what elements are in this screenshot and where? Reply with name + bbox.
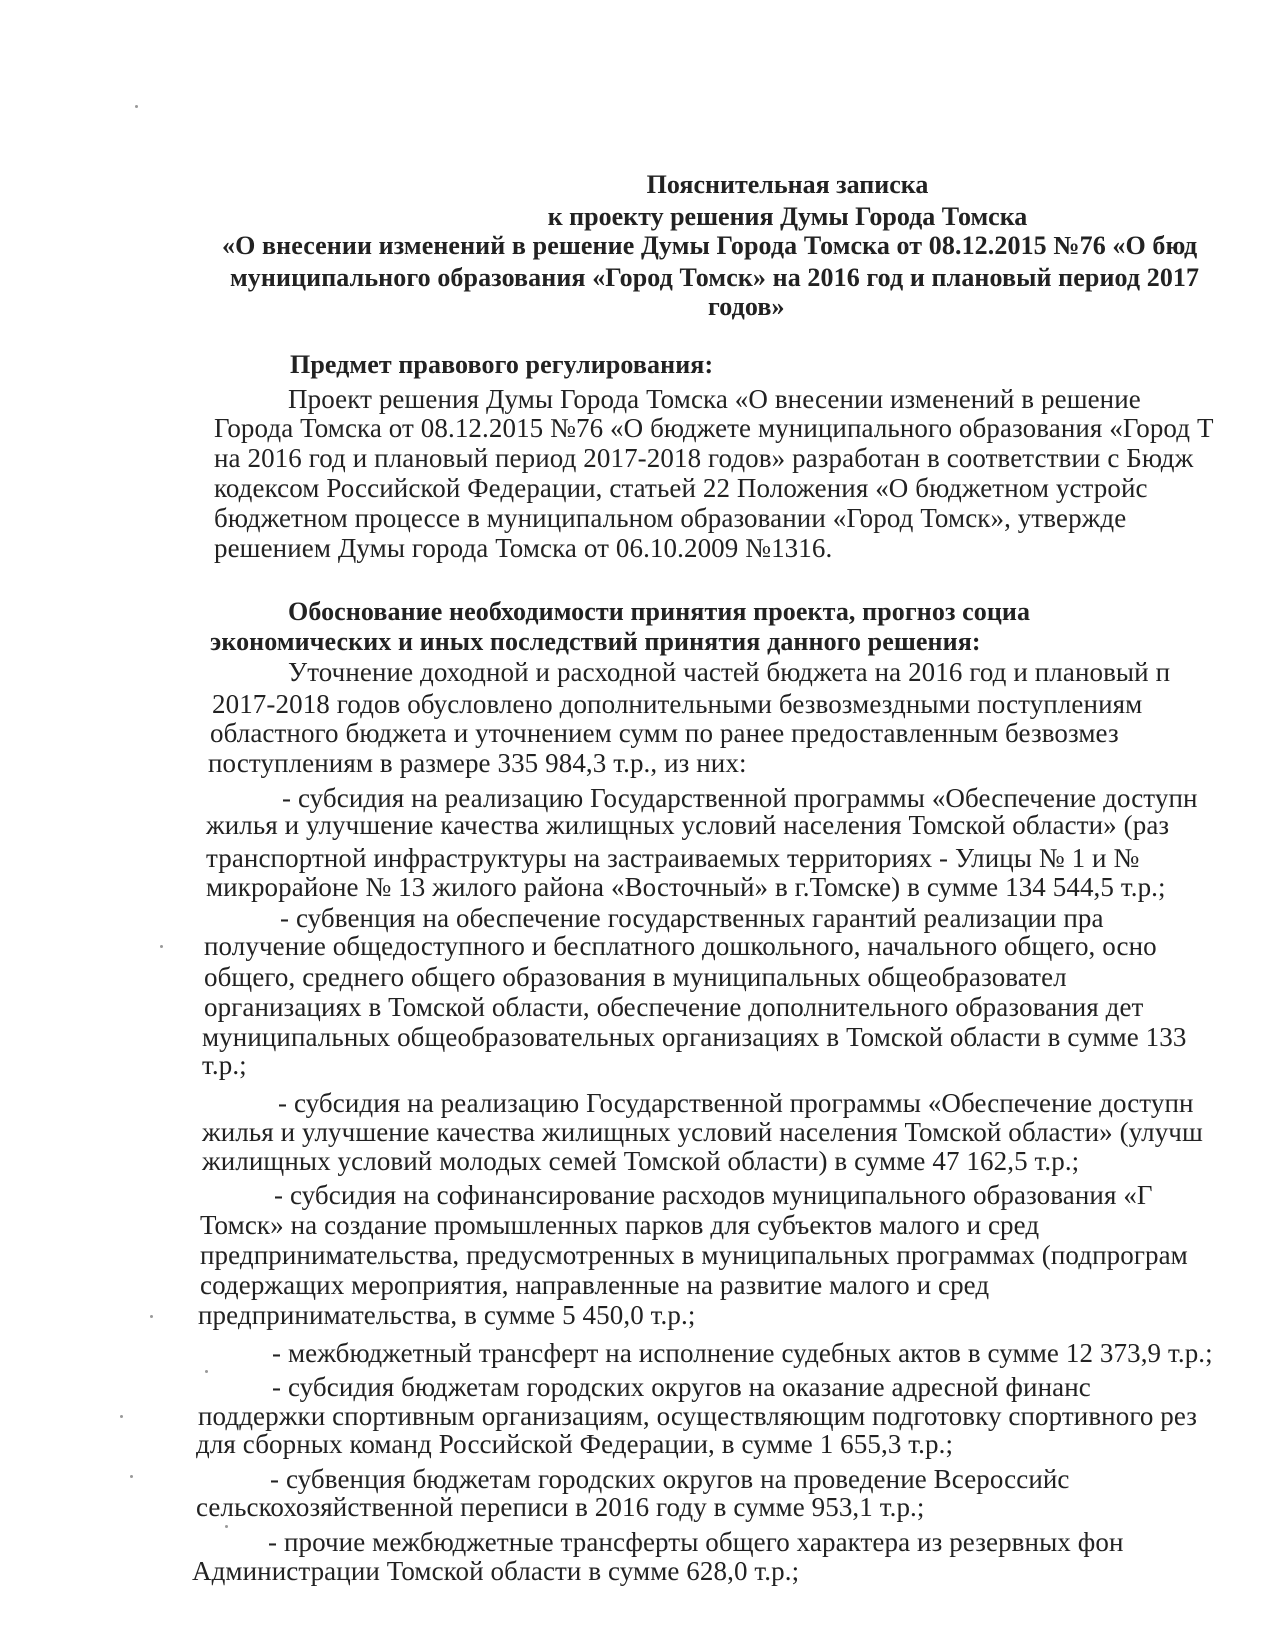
section-heading-justification-1: Обоснование необходимости принятия проекта, прогноз социа	[288, 597, 1031, 626]
list-item-line: содержащих мероприятия, направленные на развитие малого и сред	[200, 1270, 990, 1300]
scan-speck	[160, 945, 163, 948]
paragraph-line: бюджетном процессе в муниципальном образовании «Город Томск», утвержде	[214, 503, 1127, 533]
paragraph-line: Уточнение доходной и расходной частей бюджета на 2016 год и плановый п	[288, 657, 1171, 687]
document-name-line-2: муниципального образования «Город Томск» на 2016 год и плановый период 2017	[230, 263, 1200, 292]
list-item-line: - субвенция бюджетам городских округов на проведение Всероссийс	[270, 1464, 1070, 1494]
list-item-line: предпринимательства, в сумме 5 450,0 т.р.;	[198, 1300, 696, 1330]
list-item-line: - субсидия на софинансирование расходов муниципального образования «Г	[274, 1180, 1153, 1210]
paragraph-line: 2017-2018 годов обусловлено дополнительными безвозмездными поступлениям	[212, 689, 1143, 719]
list-item-line: - субсидия на реализацию Государственной программы «Обеспечение доступн	[278, 1088, 1194, 1118]
scan-speck	[225, 1525, 228, 1528]
list-item-line: - межбюджетный трансферт на исполнение судебных актов в сумме 12 373,9 т.р.;	[272, 1338, 1213, 1368]
document-name-line-3: годов»	[708, 292, 785, 321]
list-item-line: микрорайоне № 13 жилого района «Восточный» в г.Томске) в сумме 134 544,5 т.р.;	[206, 872, 1166, 902]
scan-speck	[205, 1370, 208, 1373]
paragraph-line: решением Думы города Томска от 06.10.2009 №1316.	[214, 533, 833, 563]
list-item-line: общего, среднего общего образования в муниципальных общеобразовател	[204, 962, 1067, 992]
list-item-line: - прочие межбюджетные трансферты общего характера из резервных фон	[268, 1527, 1124, 1557]
scan-speck	[120, 1415, 123, 1418]
list-item-line: т.р.;	[202, 1050, 247, 1080]
scan-speck	[130, 1475, 133, 1478]
document-subtitle: к проекту решения Думы Города Томска	[547, 202, 1028, 231]
paragraph-line: областного бюджета и уточнением сумм по ранее предоставленным безвозмез	[210, 718, 1119, 748]
paragraph-line: Города Томска от 08.12.2015 №76 «О бюджете муниципального образования «Город Т	[214, 413, 1214, 443]
document-title: Пояснительная записка	[646, 170, 929, 199]
list-item-line: - субвенция на обеспечение государственных гарантий реализации пра	[280, 903, 1104, 933]
paragraph-line: кодексом Российской Федерации, статьей 22 Положения «О бюджетном устройс	[214, 473, 1148, 503]
list-item-line: Администрации Томской области в сумме 628,0 т.р.;	[192, 1556, 800, 1586]
paragraph-line: Проект решения Думы Города Томска «О внесении изменений в решение	[288, 384, 1141, 414]
list-item-line: жилищных условий молодых семей Томской области) в сумме 47 162,5 т.р.;	[202, 1146, 1080, 1176]
list-item-line: транспортной инфраструктуры на застраиваемых территориях - Улицы № 1 и №	[206, 843, 1140, 873]
list-item-line: муниципальных общеобразовательных организациях в Томской области в сумме 133	[202, 1022, 1187, 1052]
list-item-line: Томск» на создание промышленных парков для субъектов малого и сред	[200, 1210, 1040, 1240]
list-item-line: жилья и улучшение качества жилищных условий населения Томской области» (раз	[206, 810, 1170, 840]
paragraph-line: поступлениям в размере 335 984,3 т.р., из них:	[208, 748, 747, 778]
list-item-line: организациях в Томской области, обеспечение дополнительного образования дет	[204, 992, 1144, 1022]
section-heading-subject: Предмет правового регулирования:	[290, 350, 714, 379]
document-name-line-1: «О внесении изменений в решение Думы Города Томска от 08.12.2015 №76 «О бюд	[222, 231, 1198, 260]
list-item-line: получение общедоступного и бесплатного дошкольного, начального общего, осно	[204, 931, 1157, 961]
list-item-line: - субсидия бюджетам городских округов на оказание адресной финанс	[272, 1372, 1091, 1402]
list-item-line: сельскохозяйственной переписи в 2016 году в сумме 953,1 т.р.;	[196, 1492, 925, 1522]
scan-speck	[150, 1315, 153, 1318]
list-item-line: поддержки спортивным организациям, осуществляющим подготовку спортивного рез	[198, 1401, 1198, 1431]
list-item-line: жилья и улучшение качества жилищных условий населения Томской области» (улучш	[202, 1117, 1203, 1147]
paragraph-line: на 2016 год и плановый период 2017-2018 годов» разработан в соответствии с Бюдж	[214, 443, 1194, 473]
scan-speck	[135, 105, 138, 108]
list-item-line: предпринимательства, предусмотренных в муниципальных программах (подпрограм	[200, 1240, 1188, 1270]
list-item-line: для сборных команд Российской Федерации, в сумме 1 655,3 т.р.;	[196, 1429, 954, 1459]
section-heading-justification-2: экономических и иных последствий принятия данного решения:	[210, 627, 981, 656]
list-item-line: - субсидия на реализацию Государственной программы «Обеспечение доступн	[282, 783, 1198, 813]
